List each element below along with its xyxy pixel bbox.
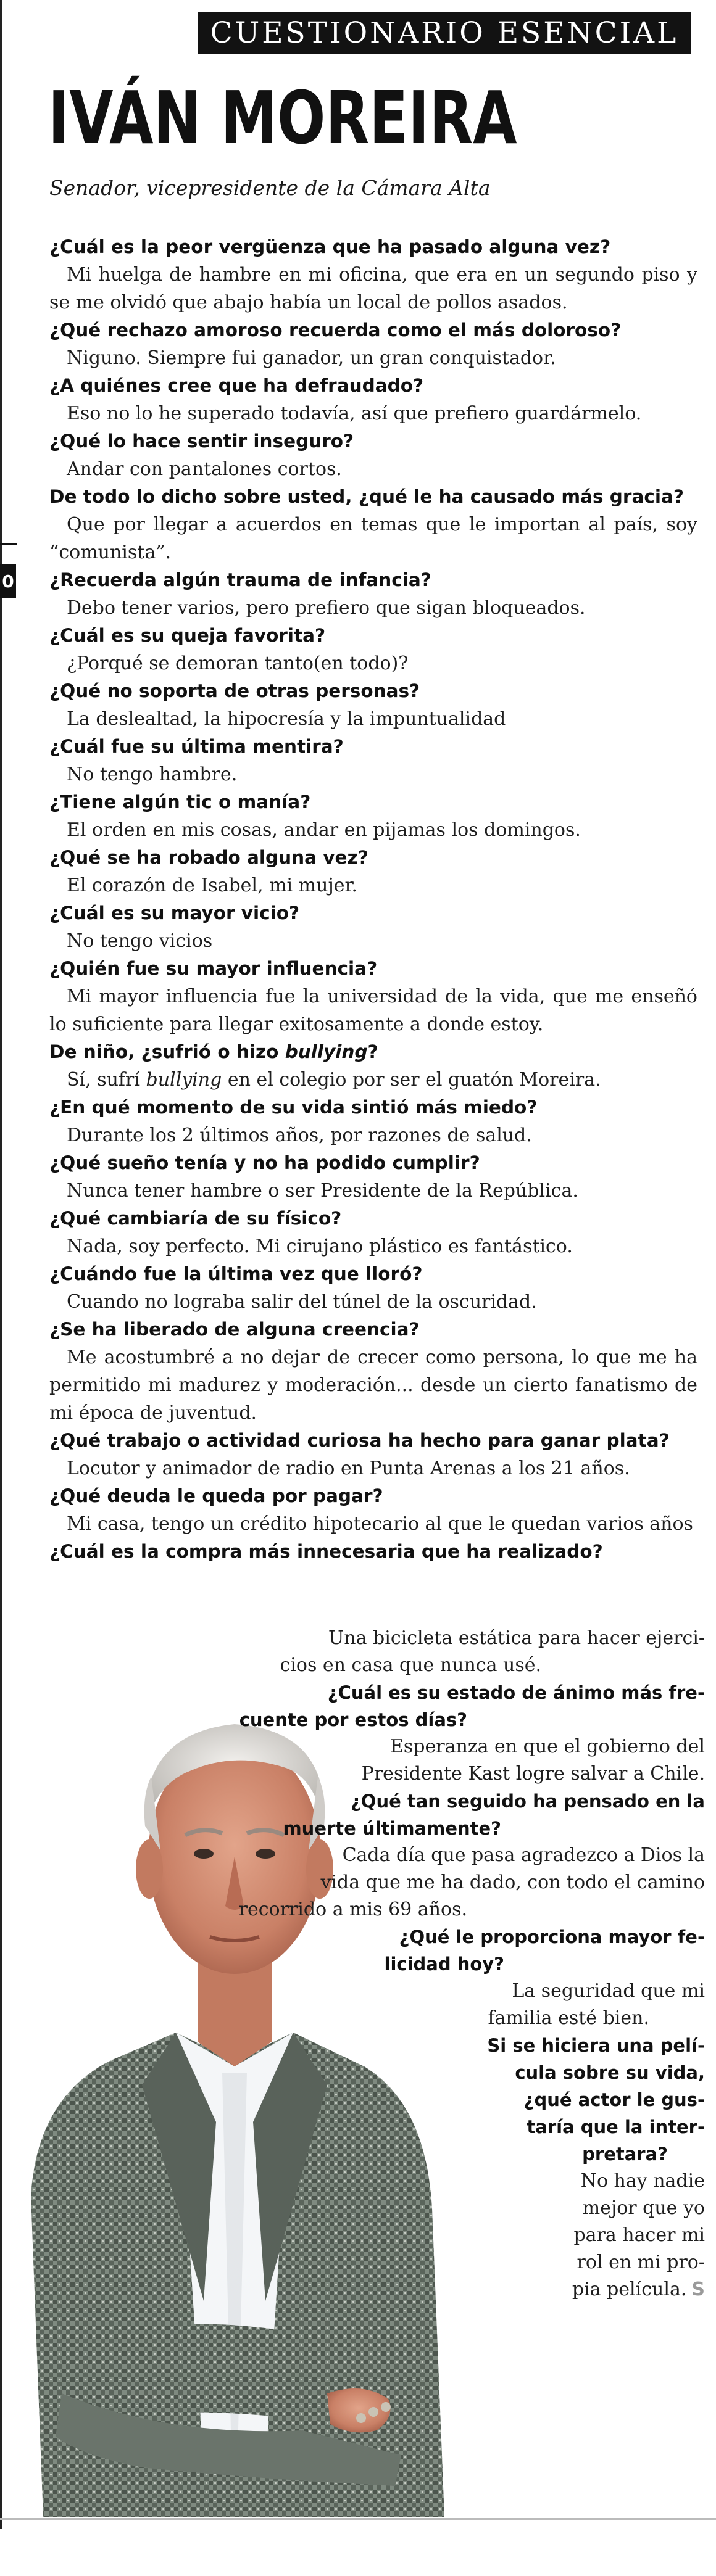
answer bbox=[49, 1066, 697, 1094]
answer-line: cios en casa que nunca usé. bbox=[280, 1654, 541, 1676]
left-page-rule bbox=[0, 0, 2, 2529]
right-column-text bbox=[193, 1625, 705, 2303]
answer: Niguno. Siempre fui ganador, un gran conquistador. bbox=[67, 347, 556, 369]
answer: Andar con pantalones cortos. bbox=[67, 458, 342, 480]
answer-line: para hacer mi bbox=[573, 2224, 705, 2246]
answer-line: Una bicicleta estática para hacer ejerci- bbox=[328, 1627, 705, 1649]
answer: El corazón de Isabel, mi mujer. bbox=[67, 875, 358, 896]
answer: Cuando no lograba salir del túnel de la oscuridad. bbox=[67, 1291, 537, 1313]
answer: Nunca tener hambre o ser Presidente de la República. bbox=[67, 1180, 578, 1202]
answer: ¿Porqué se demoran tanto(en todo)? bbox=[67, 653, 409, 674]
side-tab: 0 bbox=[0, 564, 16, 598]
question: ¿Cuándo fue la última vez que lloró? bbox=[49, 1263, 423, 1284]
answer-text: pia película. bbox=[572, 2279, 687, 2300]
answer-emphasis: bullying bbox=[146, 1069, 222, 1091]
question-line: cula sobre su vida, bbox=[515, 2062, 705, 2083]
answer-line: Presidente Kast logre salvar a Chile. bbox=[361, 1763, 705, 1785]
question: ¿Qué trabajo o actividad curiosa ha hecho para ganar plata? bbox=[49, 1430, 670, 1451]
questionnaire bbox=[49, 233, 697, 1566]
question: ¿Tiene algún tic o manía? bbox=[49, 791, 311, 812]
question: ¿Recuerda algún trauma de infancia? bbox=[49, 569, 431, 590]
question-text: ? bbox=[367, 1041, 378, 1062]
answer-line: recorrido a mis 69 años. bbox=[238, 1899, 467, 1920]
question: ¿Qué rechazo amoroso recuerda como el más doloroso? bbox=[49, 320, 622, 341]
question: ¿Cuál es su mayor vicio? bbox=[49, 902, 300, 923]
answer: Nada, soy perfecto. Mi cirujano plástico es fantástico. bbox=[67, 1236, 573, 1257]
question: ¿En qué momento de su vida sintió más miedo? bbox=[49, 1097, 538, 1118]
answer-line bbox=[193, 2276, 705, 2303]
question-line: ¿Cuál es su estado de ánimo más fre- bbox=[327, 1682, 705, 1703]
question-line: ¿Qué le proporciona mayor fe- bbox=[399, 1926, 705, 1947]
answer: Mi mayor influencia fue la universidad de la vida, que me enseñó lo suficiente para llegar exitosamente a donde estoy. bbox=[49, 986, 697, 1035]
answer-text: en el colegio por ser el guatón Moreira. bbox=[222, 1069, 601, 1091]
question-line: Si se hiciera una pelí- bbox=[487, 2035, 705, 2056]
question-line: licidad hoy? bbox=[384, 1954, 504, 1975]
answer-line: Cada día que pasa agradezco a Dios la bbox=[342, 1844, 705, 1866]
answer-line: rol en mi pro- bbox=[577, 2252, 705, 2273]
answer: Locutor y animador de radio en Punta Arenas a los 21 años. bbox=[67, 1458, 630, 1479]
answer: Durante los 2 últimos años, por razones de salud. bbox=[67, 1125, 532, 1146]
answer-line: La seguridad que mi bbox=[512, 1980, 705, 2002]
bottom-rule bbox=[0, 2518, 716, 2520]
question-line: cuente por estos días? bbox=[239, 1709, 467, 1730]
question-line: pretara? bbox=[582, 2144, 668, 2165]
answer: Que por llegar a acuerdos en temas que le importan al país, soy “comunista”. bbox=[49, 514, 697, 563]
question-line: ¿Qué tan seguido ha pensado en la bbox=[350, 1791, 705, 1812]
question: ¿Cuál es la peor vergüenza que ha pasado alguna vez? bbox=[49, 236, 611, 257]
answer-text: Sí, sufrí bbox=[67, 1069, 146, 1091]
question: De todo lo dicho sobre usted, ¿qué le ha causado más gracia? bbox=[49, 486, 684, 507]
answer-line: No hay nadie bbox=[580, 2170, 705, 2192]
question: ¿Qué deuda le queda por pagar? bbox=[49, 1485, 383, 1506]
answer: No tengo hambre. bbox=[67, 764, 238, 785]
section-banner: CUESTIONARIO ESENCIAL bbox=[198, 12, 691, 54]
question: ¿A quiénes cree que ha defraudado? bbox=[49, 375, 424, 396]
answer-line: mejor que yo bbox=[582, 2197, 705, 2219]
question: ¿Qué cambiaría de su físico? bbox=[49, 1208, 342, 1229]
question-emphasis: bullying bbox=[285, 1041, 368, 1062]
answer: La deslealtad, la hipocresía y la impuntualidad bbox=[67, 708, 506, 730]
end-mark: S bbox=[691, 2279, 705, 2300]
answer: Me acostumbré a no dejar de crecer como persona, lo que me ha permitido mi madurez y moderación... desde un cierto fanatismo de mi época de juventud. bbox=[49, 1347, 697, 1424]
question-text: De niño, ¿sufrió o hizo bbox=[49, 1041, 285, 1062]
question: ¿Qué lo hace sentir inseguro? bbox=[49, 431, 354, 452]
question: ¿Qué sueño tenía y no ha podido cumplir? bbox=[49, 1152, 480, 1173]
question: ¿Cuál fue su última mentira? bbox=[49, 736, 344, 757]
side-tab-line bbox=[0, 543, 17, 545]
question: ¿Qué se ha robado alguna vez? bbox=[49, 847, 368, 868]
interviewee-title: Senador, vicepresidente de la Cámara Alta bbox=[49, 176, 491, 200]
answer: Mi huelga de hambre en mi oficina, que era en un segundo piso y se me olvidó que abajo había un local de pollos asados. bbox=[49, 264, 697, 313]
question: ¿Qué no soporta de otras personas? bbox=[49, 680, 420, 701]
answer: El orden en mis cosas, andar en pijamas los domingos. bbox=[67, 819, 581, 841]
answer: Eso no lo he superado todavía, así que prefiero guardármelo. bbox=[67, 403, 642, 424]
answer: No tengo vicios bbox=[67, 930, 213, 952]
question bbox=[49, 1038, 697, 1066]
question-line: muerte últimamente? bbox=[283, 1818, 501, 1839]
answer-line: vida que me ha dado, con todo el camino bbox=[320, 1872, 705, 1893]
question: ¿Cuál es su queja favorita? bbox=[49, 625, 326, 646]
question-line: taría que la inter- bbox=[527, 2116, 705, 2137]
answer: Mi casa, tengo un crédito hipotecario al que le quedan varios años bbox=[67, 1513, 693, 1535]
answer: Debo tener varios, pero prefiero que sigan bloqueados. bbox=[67, 597, 586, 619]
answer-line: Esperanza en que el gobierno del bbox=[390, 1736, 705, 1757]
question: ¿Quién fue su mayor influencia? bbox=[49, 958, 378, 979]
question: ¿Cuál es la compra más innecesaria que ha realizado? bbox=[49, 1541, 603, 1562]
answer-line: familia esté bien. bbox=[488, 2007, 649, 2029]
question: ¿Se ha liberado de alguna creencia? bbox=[49, 1319, 420, 1340]
interviewee-name: IVÁN MOREIRA bbox=[48, 75, 517, 160]
question-line: ¿qué actor le gus- bbox=[523, 2089, 705, 2110]
